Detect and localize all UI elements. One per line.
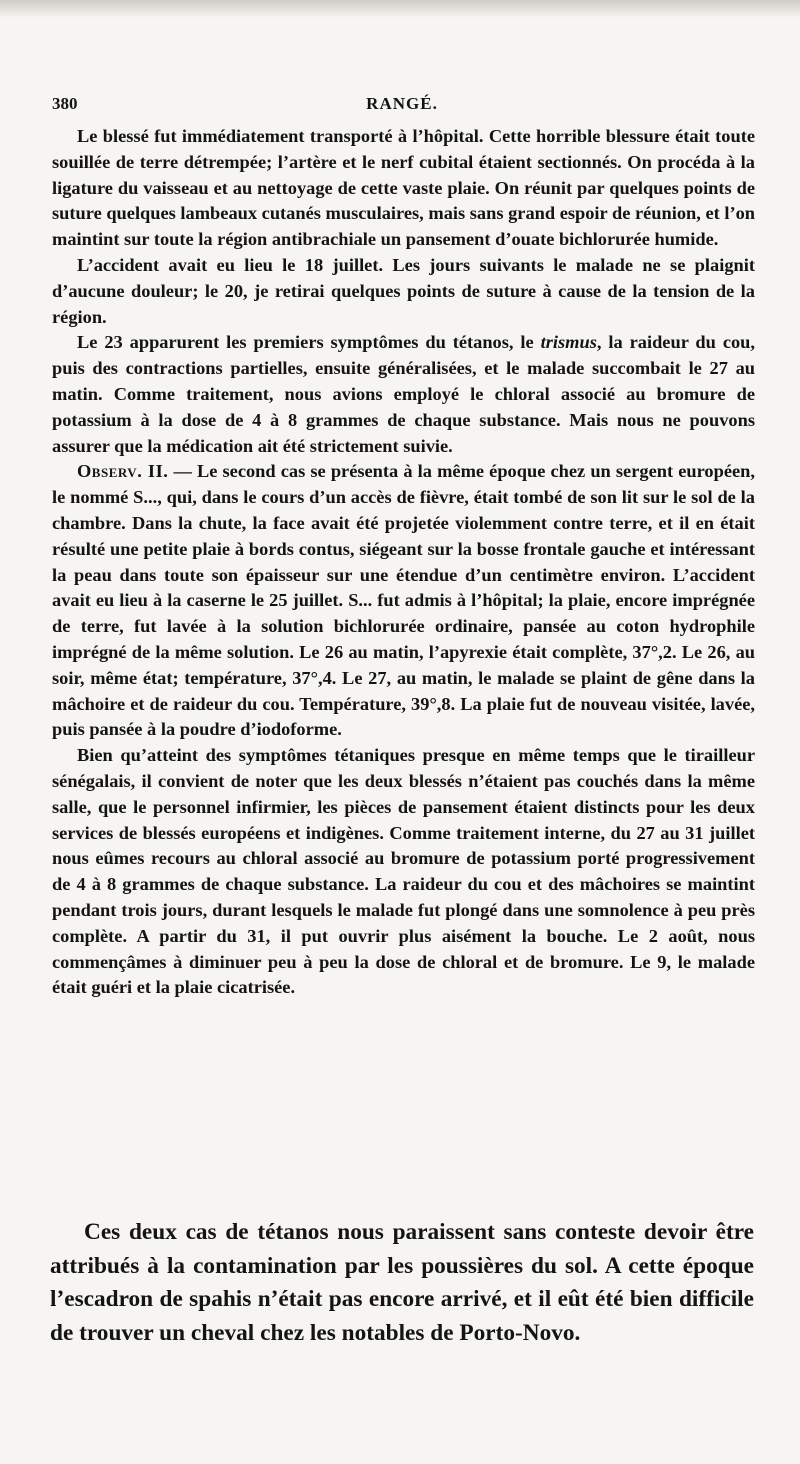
conclusion-paragraph: Ces deux cas de tétanos nous paraissent sans conteste devoir être attribués à la contamination par les poussières du sol. A cette époque l’escadron de spahis n’était pas encore arrivé, et il eût été bien difficile de trouver un cheval chez les notables de Porto-Novo. [50, 1219, 754, 1346]
running-head: RANGÉ. [366, 94, 438, 113]
observation-text: — Le second cas se présenta à la même époque chez un sergent européen, le nommé S..., qui, dans le cours d’un accès de fièvre, était tombé de son lit sur le sol de la chambre. Dans la chute, la face avait été projetée violemment contre terre, et il en était résulté une petite plaie à bords contus, siégeant sur la bosse frontale gauche et intéressant la peau dans toute son épaisseur sur une étendue d’un centimètre environ. L’accident avait eu lieu à la caserne le 25 juillet. S... fut admis à l’hôpital; la plaie, encore imprégnée de terre, fut lavée à la solution bichlorurée ordinaire, pansée au coton hydrophile imprégné de la même solution. Le 26 au matin, l’apyrexie était complète, 37°,2. Le 26, au soir, même état; température, 37°,4. Le 27, au matin, le malade se plaint de gêne dans la mâchoire et de raideur du cou. Température, 39°,8. La plaie fut de nouveau visitée, lavée, puis pansée à la poudre d’iodoforme. [52, 461, 755, 740]
paragraph-3-text-b: , la raideur du cou, puis des contractions partielles, ensuite généralisées, et le malade succombait le 27 au matin. Comme traitement, nous avions employé le chloral associé au bromure de potassium à la dose de 4 à 8 grammes de chaque substance. Mais nous ne pouvons assurer que la médication ait été strictement suivie. [52, 332, 755, 456]
page-header [52, 94, 752, 118]
observation-label: Observ. II. [77, 461, 169, 482]
paragraph-3 [52, 330, 755, 459]
trismus-term: trismus [540, 332, 597, 353]
paragraph-observation-2 [52, 459, 755, 743]
page-top-edge [0, 0, 800, 18]
body-text [52, 124, 755, 1001]
page-number: 380 [52, 94, 78, 113]
paragraph-1: Le blessé fut immédiatement transporté à l’hôpital. Cette horrible blessure était toute souillée de terre détrempée; l’artère et le nerf cubital étaient sectionnés. On procéda à la ligature du vaisseau et au nettoyage de cette vaste plaie. On réunit par quelques points de suture quelques lambeaux cutanés musculaires, mais sans grand espoir de réunion, et l’on maintint sur toute la région antibrachiale un pansement d’ouate bichlorurée humide. [52, 126, 756, 250]
paragraph-5: Bien qu’atteint des symptômes tétaniques presque en même temps que le tirailleur sénégalais, il convient de noter que les deux blessés n’étaient pas couchés dans la même salle, que le personnel infirmier, les pièces de pansement étaient distincts pour les deux services de blessés européens et indigènes. Comme traitement interne, du 27 au 31 juillet nous eûmes recours au chloral associé au bromure de potassium porté progressivement de 4 à 8 grammes de chaque substance. La raideur du cou et des mâchoires se maintint pendant trois jours, durant lesquels le malade fut plongé dans une somnolence à peu près complète. A partir du 31, il put ouvrir plus aisément la bouche. Le 2 août, nous commençâmes à diminuer peu à peu la dose de chloral et de bromure. Le 9, le malade était guéri et la plaie cicatrisée. [52, 745, 755, 998]
conclusion-block [50, 1216, 754, 1350]
paragraph-3-text-a: Le 23 apparurent les premiers symptômes du tétanos, le [77, 332, 541, 353]
paragraph-2: L’accident avait eu lieu le 18 juillet. Les jours suivants le malade ne se plaignit d’aucune douleur; le 20, je retirai quelques points de suture à cause de la tension de la région. [52, 254, 755, 327]
